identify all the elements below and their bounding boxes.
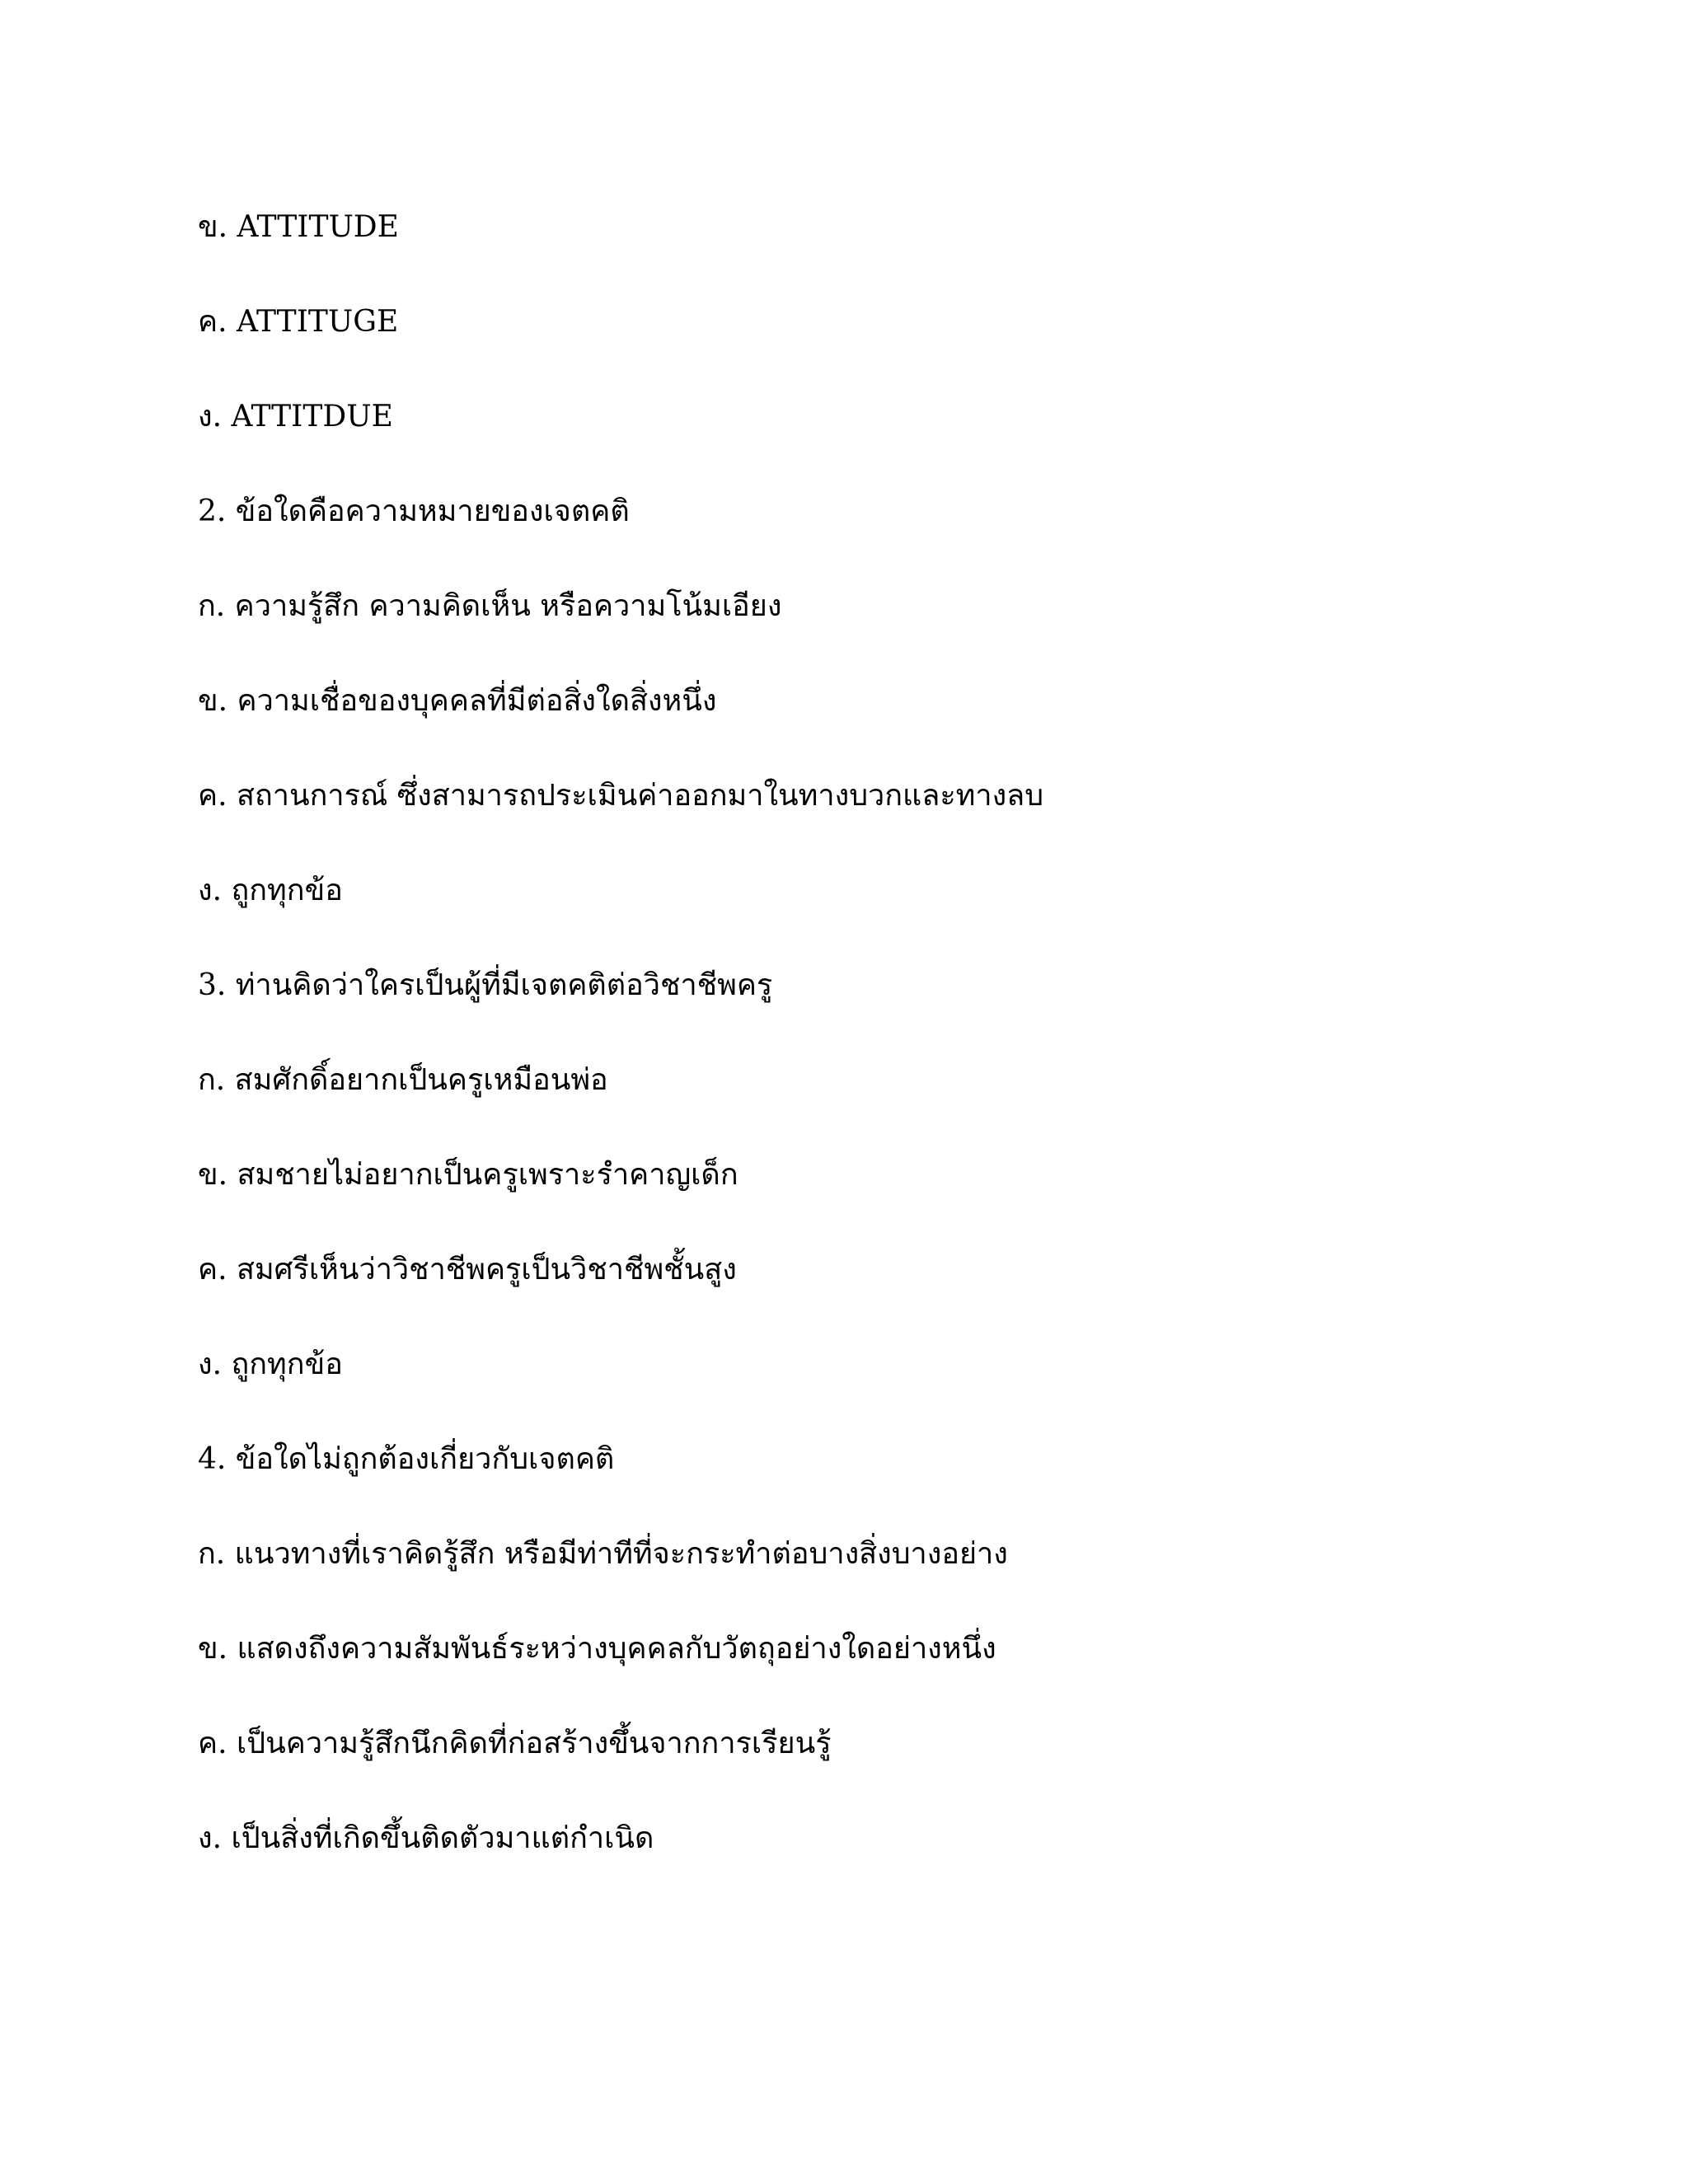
option-c-attituge: ค. ATTITUGE: [198, 305, 399, 339]
question-2-option-c: ค. สถานการณ์ ซึ่งสามารถประเมินค่าออกมาในทางบวกและทางลบ: [198, 779, 1044, 813]
question-3: 3. ท่านคิดว่าใครเป็นผู้ที่มีเจตคติต่อวิชาชีพครู: [198, 968, 773, 1002]
question-3-option-b: ข. สมชายไม่อยากเป็นครูเพราะรำคาญเด็ก: [198, 1158, 738, 1192]
question-4-option-a: ก. แนวทางที่เราคิดรู้สึก หรือมีท่าทีที่จะกระทำต่อบางสิ่งบางอย่าง: [198, 1537, 1008, 1571]
question-4: 4. ข้อใดไม่ถูกต้องเกี่ยวกับเจตคติ: [198, 1442, 615, 1476]
option-b-attitude: ข. ATTITUDE: [198, 210, 399, 244]
question-2: 2. ข้อใดคือความหมายของเจตคติ: [198, 494, 630, 528]
question-3-option-a: ก. สมศักดิ์อยากเป็นครูเหมือนพ่อ: [198, 1063, 608, 1097]
question-3-option-c: ค. สมศรีเห็นว่าวิชาชีพครูเป็นวิชาชีพชั้นสูง: [198, 1253, 737, 1286]
question-4-option-d: ง. เป็นสิ่งที่เกิดขึ้นติดตัวมาแต่กำเนิด: [198, 1821, 654, 1855]
question-4-option-b: ข. แสดงถึงความสัมพันธ์ระหว่างบุคคลกับวัตถุอย่างใดอย่างหนึ่ง: [198, 1632, 996, 1666]
question-2-option-b: ข. ความเชื่อของบุคคลที่มีต่อสิ่งใดสิ่งหนึ่ง: [198, 684, 717, 718]
option-d-attitdue: ง. ATTITDUE: [198, 400, 393, 434]
question-2-option-d: ง. ถูกทุกข้อ: [198, 874, 343, 907]
question-4-option-c: ค. เป็นความรู้สึกนึกคิดที่ก่อสร้างขึ้นจากการเรียนรู้: [198, 1727, 832, 1760]
question-3-option-d: ง. ถูกทุกข้อ: [198, 1347, 343, 1381]
question-2-option-a: ก. ความรู้สึก ความคิดเห็น หรือความโน้มเอียง: [198, 589, 782, 623]
